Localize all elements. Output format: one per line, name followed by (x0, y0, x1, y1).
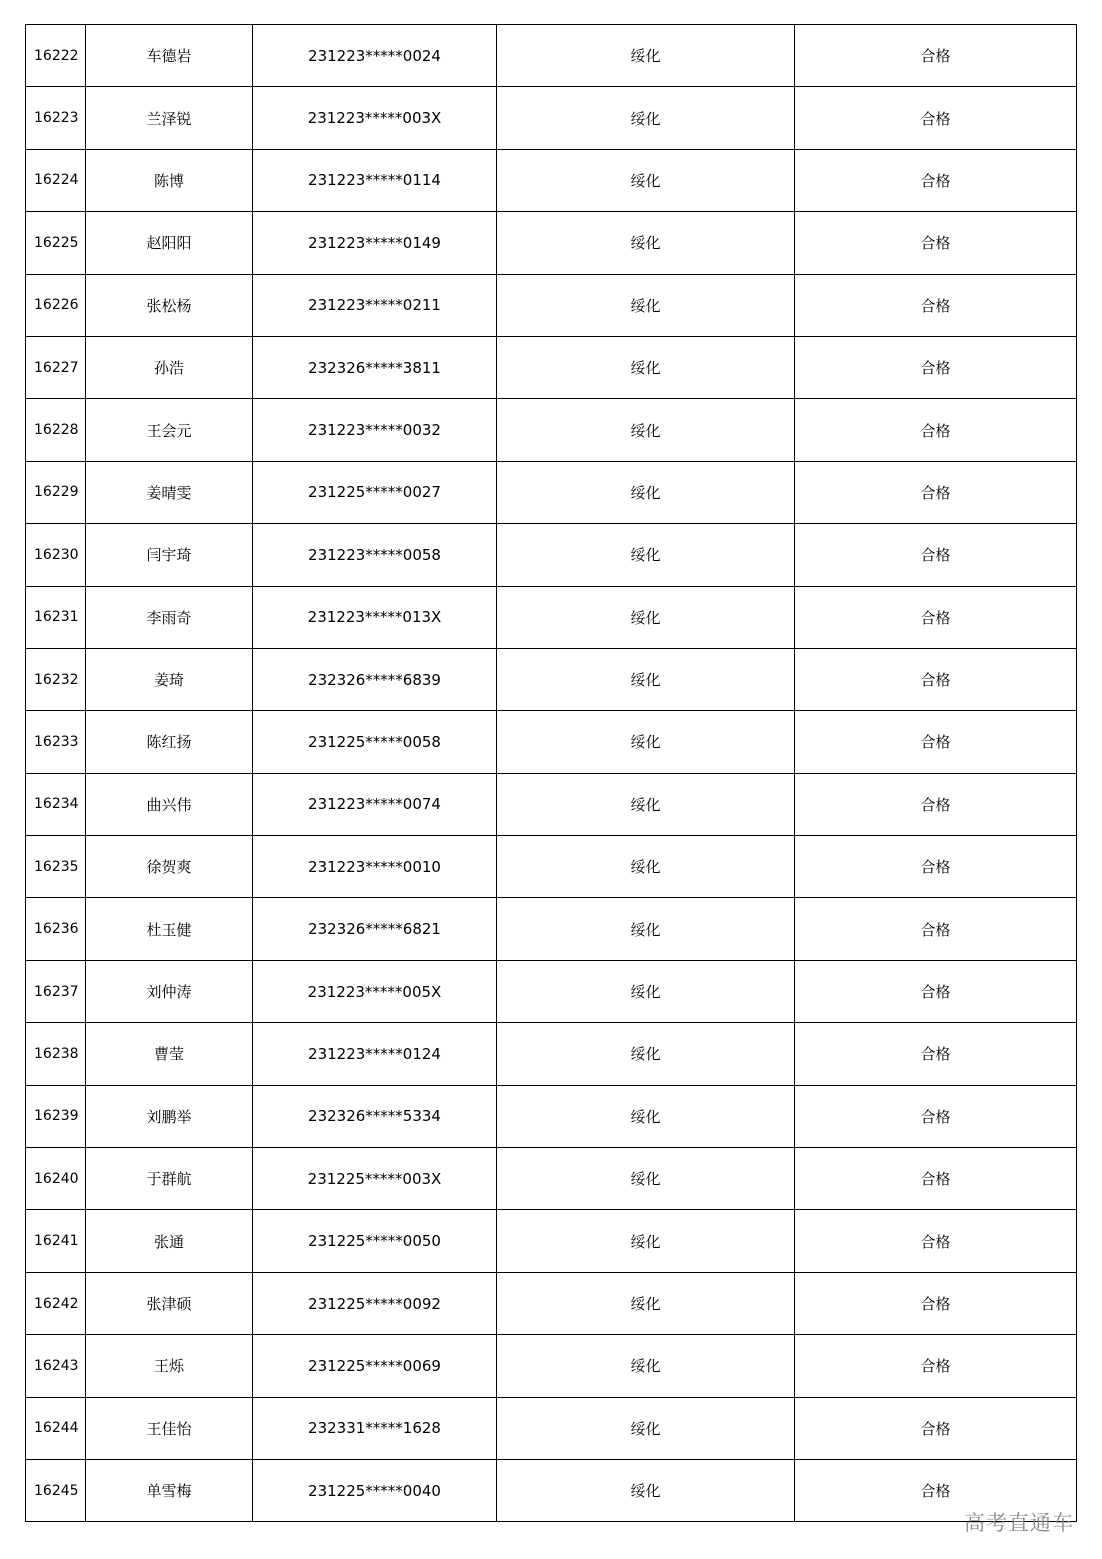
result-cell: 合格 (795, 274, 1077, 336)
serial-number-cell: 16244 (26, 1397, 86, 1459)
serial-number-cell: 16238 (26, 1023, 86, 1085)
id-number-cell: 231225*****0092 (253, 1272, 497, 1334)
name-cell: 陈博 (86, 149, 253, 211)
id-number-cell: 231223*****0074 (253, 773, 497, 835)
result-cell: 合格 (795, 898, 1077, 960)
name-cell: 曹莹 (86, 1023, 253, 1085)
result-cell: 合格 (795, 25, 1077, 87)
table-row (26, 336, 1077, 398)
region-cell: 绥化 (497, 87, 795, 149)
results-table-body (26, 25, 1077, 1522)
region-cell: 绥化 (497, 274, 795, 336)
serial-number-cell: 16241 (26, 1210, 86, 1272)
id-number-cell: 231225*****0040 (253, 1459, 497, 1521)
results-table (25, 24, 1077, 1522)
id-number-cell: 231225*****0058 (253, 711, 497, 773)
serial-number-cell: 16231 (26, 586, 86, 648)
serial-number-cell: 16232 (26, 648, 86, 710)
table-row (26, 1459, 1077, 1521)
id-number-cell: 232326*****5334 (253, 1085, 497, 1147)
region-cell: 绥化 (497, 524, 795, 586)
table-row (26, 212, 1077, 274)
id-number-cell: 231223*****0149 (253, 212, 497, 274)
region-cell: 绥化 (497, 1023, 795, 1085)
result-cell: 合格 (795, 1023, 1077, 1085)
serial-number-cell: 16223 (26, 87, 86, 149)
name-cell: 陈红扬 (86, 711, 253, 773)
region-cell: 绥化 (497, 1397, 795, 1459)
result-cell: 合格 (795, 1148, 1077, 1210)
region-cell: 绥化 (497, 1085, 795, 1147)
serial-number-cell: 16227 (26, 336, 86, 398)
serial-number-cell: 16237 (26, 960, 86, 1022)
result-cell: 合格 (795, 336, 1077, 398)
result-cell: 合格 (795, 648, 1077, 710)
id-number-cell: 231223*****0211 (253, 274, 497, 336)
result-cell: 合格 (795, 149, 1077, 211)
table-row (26, 25, 1077, 87)
id-number-cell: 231223*****0032 (253, 399, 497, 461)
id-number-cell: 232326*****6821 (253, 898, 497, 960)
table-row (26, 1397, 1077, 1459)
serial-number-cell: 16222 (26, 25, 86, 87)
serial-number-cell: 16233 (26, 711, 86, 773)
region-cell: 绥化 (497, 399, 795, 461)
region-cell: 绥化 (497, 1272, 795, 1334)
result-cell: 合格 (795, 1397, 1077, 1459)
result-cell: 合格 (795, 960, 1077, 1022)
serial-number-cell: 16240 (26, 1148, 86, 1210)
serial-number-cell: 16230 (26, 524, 86, 586)
id-number-cell: 231223*****0024 (253, 25, 497, 87)
name-cell: 孙浩 (86, 336, 253, 398)
serial-number-cell: 16224 (26, 149, 86, 211)
name-cell: 于群航 (86, 1148, 253, 1210)
result-cell: 合格 (795, 87, 1077, 149)
id-number-cell: 231223*****0124 (253, 1023, 497, 1085)
result-cell: 合格 (795, 773, 1077, 835)
name-cell: 曲兴伟 (86, 773, 253, 835)
name-cell: 刘仲涛 (86, 960, 253, 1022)
table-row (26, 87, 1077, 149)
region-cell: 绥化 (497, 149, 795, 211)
name-cell: 刘鹏举 (86, 1085, 253, 1147)
result-cell: 合格 (795, 586, 1077, 648)
region-cell: 绥化 (497, 1459, 795, 1521)
region-cell: 绥化 (497, 1335, 795, 1397)
table-row (26, 773, 1077, 835)
region-cell: 绥化 (497, 586, 795, 648)
id-number-cell: 231223*****013X (253, 586, 497, 648)
name-cell: 杜玉健 (86, 898, 253, 960)
serial-number-cell: 16234 (26, 773, 86, 835)
region-cell: 绥化 (497, 461, 795, 523)
id-number-cell: 231223*****0010 (253, 836, 497, 898)
name-cell: 车德岩 (86, 25, 253, 87)
name-cell: 闫宇琦 (86, 524, 253, 586)
table-row (26, 399, 1077, 461)
id-number-cell: 232326*****6839 (253, 648, 497, 710)
id-number-cell: 231225*****0050 (253, 1210, 497, 1272)
serial-number-cell: 16225 (26, 212, 86, 274)
region-cell: 绥化 (497, 836, 795, 898)
serial-number-cell: 16243 (26, 1335, 86, 1397)
id-number-cell: 231223*****003X (253, 87, 497, 149)
result-cell: 合格 (795, 461, 1077, 523)
table-row (26, 524, 1077, 586)
table-row (26, 586, 1077, 648)
region-cell: 绥化 (497, 1210, 795, 1272)
table-row (26, 1085, 1077, 1147)
name-cell: 张津硕 (86, 1272, 253, 1334)
serial-number-cell: 16229 (26, 461, 86, 523)
name-cell: 王佳怡 (86, 1397, 253, 1459)
table-row (26, 1335, 1077, 1397)
result-cell: 合格 (795, 399, 1077, 461)
name-cell: 姜琦 (86, 648, 253, 710)
id-number-cell: 231223*****0058 (253, 524, 497, 586)
result-cell: 合格 (795, 1459, 1077, 1521)
id-number-cell: 231225*****0069 (253, 1335, 497, 1397)
name-cell: 王烁 (86, 1335, 253, 1397)
serial-number-cell: 16228 (26, 399, 86, 461)
result-cell: 合格 (795, 1085, 1077, 1147)
name-cell: 李雨奇 (86, 586, 253, 648)
table-row (26, 149, 1077, 211)
table-row (26, 648, 1077, 710)
region-cell: 绥化 (497, 773, 795, 835)
result-cell: 合格 (795, 212, 1077, 274)
region-cell: 绥化 (497, 960, 795, 1022)
result-cell: 合格 (795, 711, 1077, 773)
table-row (26, 960, 1077, 1022)
table-row (26, 1272, 1077, 1334)
region-cell: 绥化 (497, 212, 795, 274)
table-row (26, 711, 1077, 773)
id-number-cell: 231223*****005X (253, 960, 497, 1022)
result-cell: 合格 (795, 1210, 1077, 1272)
name-cell: 赵阳阳 (86, 212, 253, 274)
name-cell: 王会元 (86, 399, 253, 461)
serial-number-cell: 16242 (26, 1272, 86, 1334)
serial-number-cell: 16236 (26, 898, 86, 960)
serial-number-cell: 16245 (26, 1459, 86, 1521)
region-cell: 绥化 (497, 336, 795, 398)
id-number-cell: 231223*****0114 (253, 149, 497, 211)
table-row (26, 274, 1077, 336)
serial-number-cell: 16235 (26, 836, 86, 898)
name-cell: 姜晴雯 (86, 461, 253, 523)
table-row (26, 898, 1077, 960)
name-cell: 单雪梅 (86, 1459, 253, 1521)
name-cell: 兰泽锐 (86, 87, 253, 149)
table-row (26, 836, 1077, 898)
region-cell: 绥化 (497, 711, 795, 773)
name-cell: 张松杨 (86, 274, 253, 336)
serial-number-cell: 16239 (26, 1085, 86, 1147)
id-number-cell: 232331*****1628 (253, 1397, 497, 1459)
table-row (26, 1210, 1077, 1272)
region-cell: 绥化 (497, 25, 795, 87)
result-cell: 合格 (795, 524, 1077, 586)
watermark-text: 高考直通车 (964, 1511, 1074, 1535)
id-number-cell: 231225*****003X (253, 1148, 497, 1210)
region-cell: 绥化 (497, 1148, 795, 1210)
region-cell: 绥化 (497, 648, 795, 710)
id-number-cell: 232326*****3811 (253, 336, 497, 398)
result-cell: 合格 (795, 1335, 1077, 1397)
name-cell: 徐贺爽 (86, 836, 253, 898)
table-row (26, 1023, 1077, 1085)
table-row (26, 1148, 1077, 1210)
name-cell: 张通 (86, 1210, 253, 1272)
region-cell: 绥化 (497, 898, 795, 960)
table-row (26, 461, 1077, 523)
id-number-cell: 231225*****0027 (253, 461, 497, 523)
result-cell: 合格 (795, 1272, 1077, 1334)
serial-number-cell: 16226 (26, 274, 86, 336)
result-cell: 合格 (795, 836, 1077, 898)
